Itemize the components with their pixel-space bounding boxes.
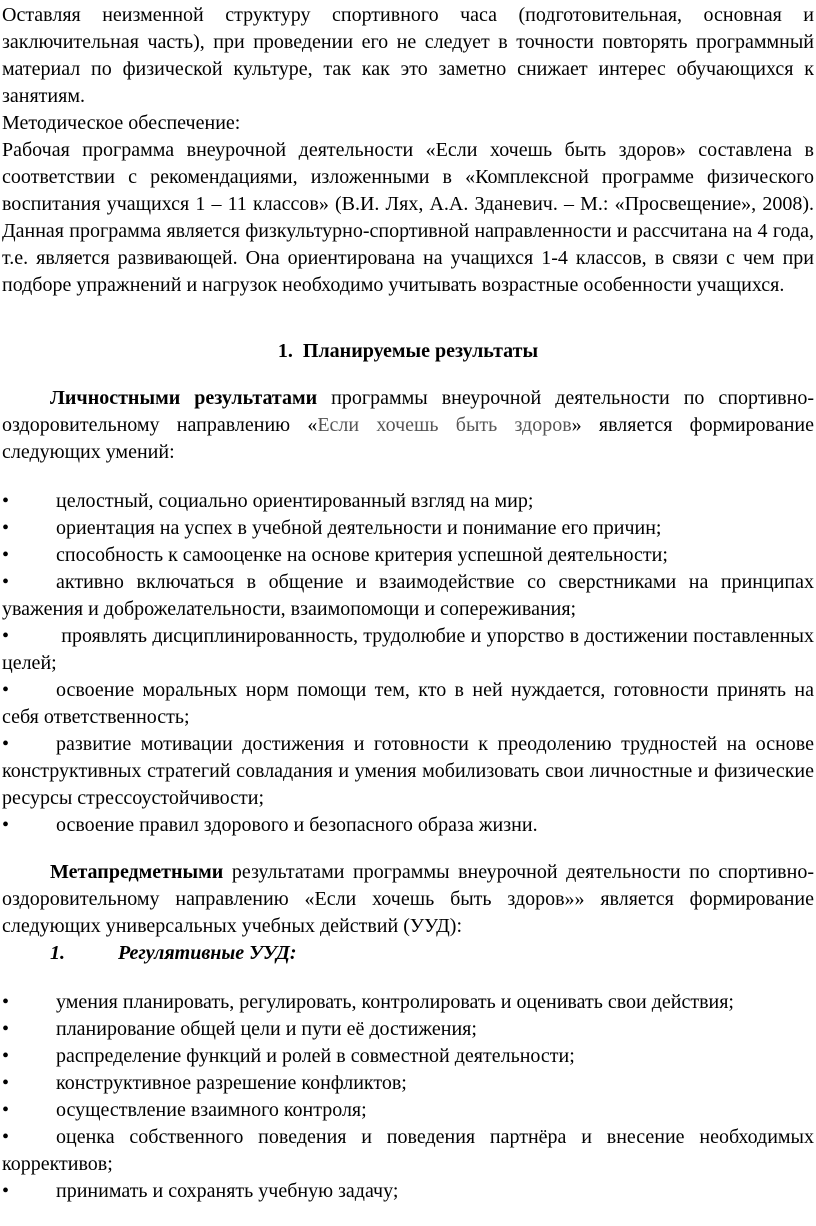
bullet-icon: • [2,991,10,1013]
list-item: • планирование общей цели и пути её достижения; [2,1016,814,1043]
bullet-icon: • [2,490,10,512]
list-item: • конструктивное разрешение конфликтов; [2,1070,814,1097]
list-item: • принимать и сохранять учебную задачу; [2,1178,814,1205]
list-item: • распределение функций и ролей в совместной деятельности; [2,1043,814,1070]
regulative-uud-number: 1. [50,942,65,964]
list-item: • активно включаться в общение и взаимодействие со сверстниками на принципах уважения и доброжелательности, взаимопомощи и сопереживания; [2,571,814,620]
personal-results-text-a: программы внеурочной деятельности по спортивно-оздоровительному направлению « [2,387,814,436]
meta-results-text: результатами программы внеурочной деятельности по спортивно-оздоровительному направлению «Если хочешь быть здоров»» является формирование следующих универсальных учебных действий (УУД): [2,861,814,937]
intro-paragraph-2 [2,137,814,218]
list-item: • развитие мотивации достижения и готовности к преодолению трудностей на основе конструктивных стратегий совладания и умения мобилизовать свои личностные и физические ресурсы стрессоустойчивости; [2,733,814,809]
list-item: • осуществление взаимного контроля; [2,1097,814,1124]
intro-paragraph-2-text: Рабочая программа внеурочной деятельности «Если хочешь быть здоров» составлена в соответствии с рекомендациями, изложенными в «Комплексной программе физического воспитания учащихся 1 – 11 классов» (В.И. Лях, А.А. Зданевич. – М.: «Просвещение», [2,139,814,215]
bullet-icon: • [2,571,10,593]
list-item: • ориентация на успех в учебной деятельности и понимание его причин; [2,515,814,542]
regulative-uud-title: Регулятивные УУД: [118,942,297,964]
section-number: 1. [277,340,293,362]
list-item: • освоение правил здорового и безопасного образа жизни. [2,812,814,839]
program-name: Если хочешь быть здоров [317,414,572,436]
list-item: • освоение моральных норм помощи тем, кто в ней нуждается, готовности принять на себя ответственность; [2,679,814,728]
list-item: • целостный, социально ориентированный взгляд на мир; [2,488,814,515]
intro-paragraph-1: Оставляя неизменной структуру спортивного часа (подготовительная, основная и заключительная часть), при проведении его не следует в точности повторять программный материал по физической культуре, так как это заметно снижает интерес обучающихся к занятиям. [2,4,814,107]
bullet-icon: • [2,517,10,539]
bullet-icon: • [2,733,10,755]
bullet-icon: • [2,1180,10,1202]
bullet-icon: • [2,1126,10,1148]
intro-paragraph-3: Данная программа является физкультурно-спортивной направленности и рассчитана на 4 года, т.е. является развивающей. Она ориентирована на учащихся 1-4 классов, в связи с чем при подборе упражнений и нагрузок необходимо учитывать возрастные особенности учащихся. [2,220,814,296]
list-item: • проявлять дисциплинированность, трудолюбие и упорство в достижении поставленных целей; [2,625,814,674]
regulative-uud-list [2,989,814,1205]
bullet-icon: • [2,814,10,836]
bullet-icon: • [2,1099,10,1121]
bullet-icon: • [2,625,10,647]
meta-results-paragraph [2,859,814,940]
bullet-icon: • [2,1045,10,1067]
methods-label: Методическое обеспечение: [2,112,241,134]
section-title: Планируемые результаты [302,340,539,362]
bullet-icon: • [2,544,10,566]
personal-results-text-b: » является формирование следующих умений: [2,414,814,463]
list-item: • способность к самооценке на основе критерия успешной деятельности; [2,542,814,569]
bullet-icon: • [2,1018,10,1040]
bullet-icon: • [2,679,10,701]
section-heading [2,338,814,365]
list-item: • умения планировать, регулировать, контролировать и оценивать свои действия; [2,989,814,1016]
intro-paragraph-2-year: 2008). [762,193,814,215]
list-item: • оценка собственного поведения и поведения партнёра и внесение необходимых коррективов; [2,1126,814,1175]
personal-results-list [2,488,814,839]
bullet-icon: • [2,1072,10,1094]
personal-results-bold: Личностными результатами [50,387,318,409]
personal-results-paragraph [2,385,814,466]
meta-results-bold: Метапредметными [50,861,224,883]
regulative-uud-heading [2,940,814,967]
